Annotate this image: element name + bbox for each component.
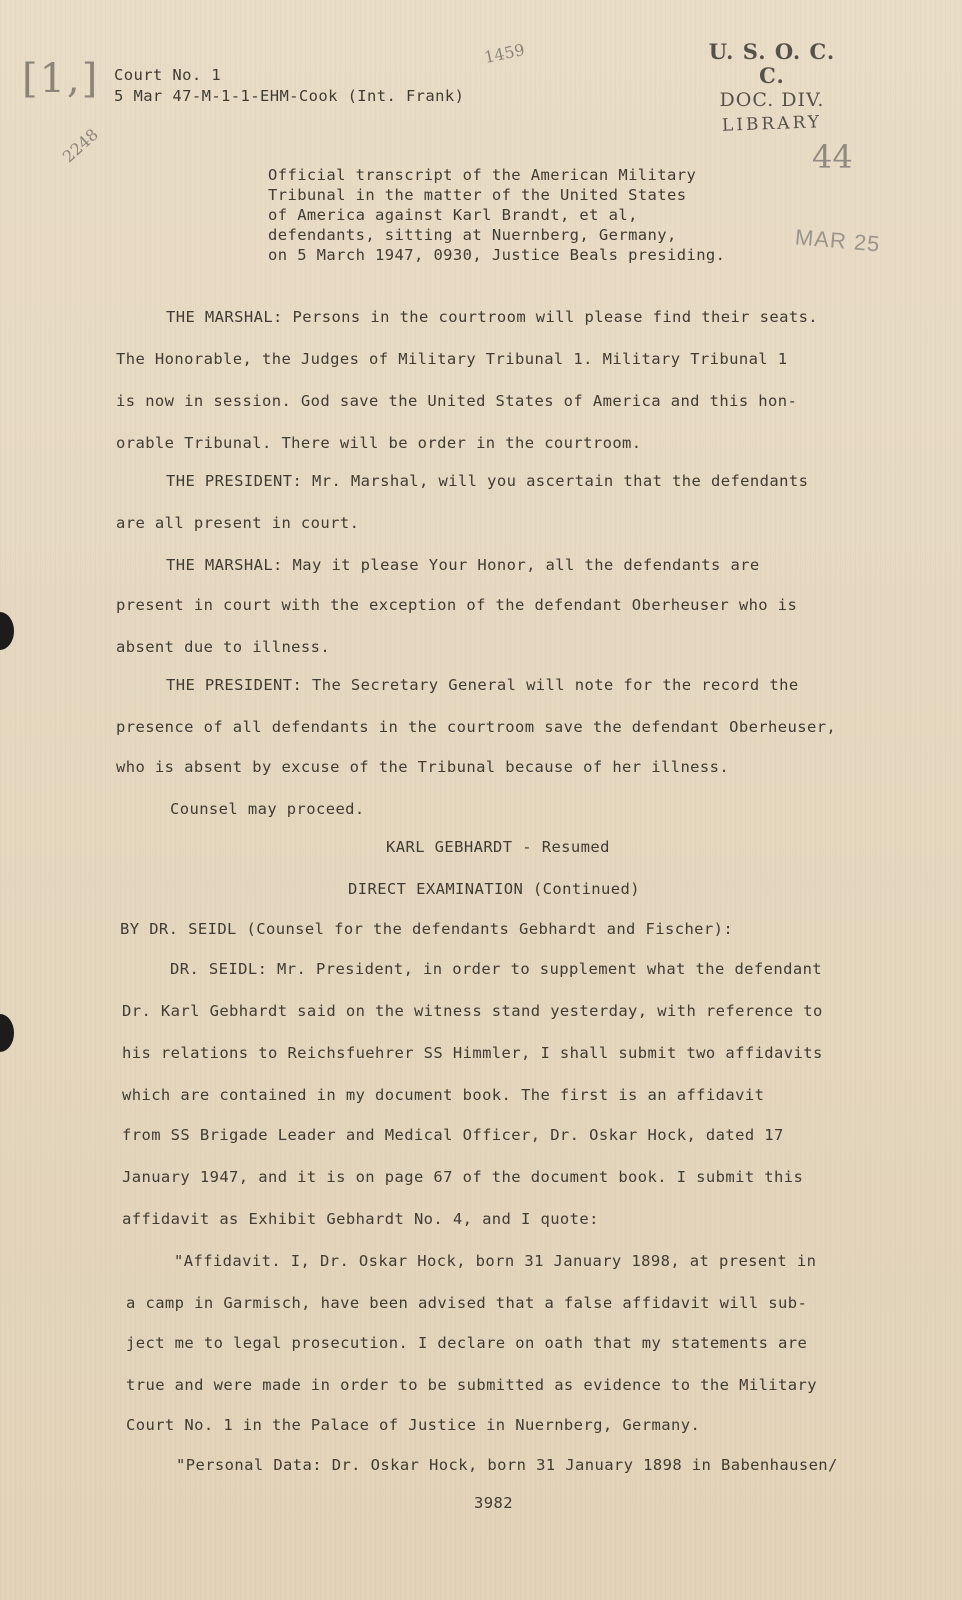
date-stamp: MAR 25 — [794, 224, 882, 257]
body-line: who is absent by excuse of the Tribunal because of her illness. — [116, 758, 730, 776]
library-stamp — [702, 40, 842, 136]
body-line: affidavit as Exhibit Gebhardt No. 4, and I quote: — [122, 1210, 599, 1228]
title-line: Tribunal in the matter of the United States — [268, 186, 687, 204]
body-line: "Personal Data: Dr. Oskar Hock, born 31 January 1898 in Babenhausen/ — [176, 1456, 838, 1474]
body-line: Counsel may proceed. — [170, 800, 365, 818]
body-line: his relations to Reichsfuehrer SS Himmler, I shall submit two affidavits — [122, 1044, 823, 1062]
body-line: Dr. Karl Gebhardt said on the witness stand yesterday, with reference to — [122, 1002, 823, 1020]
binder-hole — [0, 1014, 14, 1052]
page-number: 3982 — [474, 1494, 513, 1512]
body-line: THE MARSHAL: May it please Your Honor, all the defendants are — [166, 556, 760, 574]
body-line: a camp in Garmisch, have been advised that a false affidavit will sub- — [126, 1294, 808, 1312]
title-line: defendants, sitting at Nuernberg, Germany, — [268, 226, 677, 244]
transcript-reference: 5 Mar 47-M-1-1-EHM-Cook (Int. Frank) — [114, 87, 465, 105]
body-line: is now in session. God save the United States of America and this hon- — [116, 392, 798, 410]
body-line: Court No. 1 in the Palace of Justice in Nuernberg, Germany. — [126, 1416, 701, 1434]
body-line: absent due to illness. — [116, 638, 331, 656]
stamp-line-3: LIBRARY — [721, 112, 823, 136]
stamp-line-1: U. S. O. C. C. — [708, 39, 836, 88]
stamp-line-2: DOC. DIV. — [719, 89, 825, 111]
court-number: Court No. 1 — [114, 66, 222, 84]
margin-mark: [1,] — [22, 56, 100, 102]
body-line: presence of all defendants in the courtroom save the defendant Oberheuser, — [116, 718, 837, 736]
title-line: Official transcript of the American Military — [268, 166, 697, 184]
body-line: from SS Brigade Leader and Medical Officer, Dr. Oskar Hock, dated 17 — [122, 1126, 784, 1144]
examination-heading: DIRECT EXAMINATION (Continued) — [348, 880, 640, 898]
body-line: January 1947, and it is on page 67 of the document book. I submit this — [122, 1168, 804, 1186]
body-line: DR. SEIDL: Mr. President, in order to supplement what the defendant — [170, 960, 823, 978]
body-line: The Honorable, the Judges of Military Tribunal 1. Military Tribunal 1 — [116, 350, 788, 368]
body-line: THE PRESIDENT: The Secretary General will note for the record the — [166, 676, 799, 694]
body-line: THE MARSHAL: Persons in the courtroom will please find their seats. — [166, 308, 819, 326]
body-line: THE PRESIDENT: Mr. Marshal, will you ascertain that the defendants — [166, 472, 809, 490]
body-line: orable Tribunal. There will be order in the courtroom. — [116, 434, 642, 452]
body-line: present in court with the exception of the defendant Oberheuser who is — [116, 596, 798, 614]
body-line: true and were made in order to be submitted as evidence to the Military — [126, 1376, 817, 1394]
title-line: of America against Karl Brandt, et al, — [268, 206, 638, 224]
body-line: ject me to legal prosecution. I declare on oath that my statements are — [126, 1334, 808, 1352]
title-line: on 5 March 1947, 0930, Justice Beals presiding. — [268, 246, 726, 264]
witness-heading: KARL GEBHARDT - Resumed — [386, 838, 610, 856]
body-line: are all present in court. — [116, 514, 360, 532]
binder-hole — [0, 612, 14, 650]
handwritten-side-number: 2248 — [58, 124, 102, 167]
handwritten-number: 1459 — [482, 39, 527, 68]
body-line: BY DR. SEIDL (Counsel for the defendants Gebhardt and Fischer): — [120, 920, 734, 938]
body-line: which are contained in my document book. The first is an affidavit — [122, 1086, 765, 1104]
handwritten-page-ref: 44 — [812, 138, 853, 176]
body-line: "Affidavit. I, Dr. Oskar Hock, born 31 January 1898, at present in — [174, 1252, 817, 1270]
